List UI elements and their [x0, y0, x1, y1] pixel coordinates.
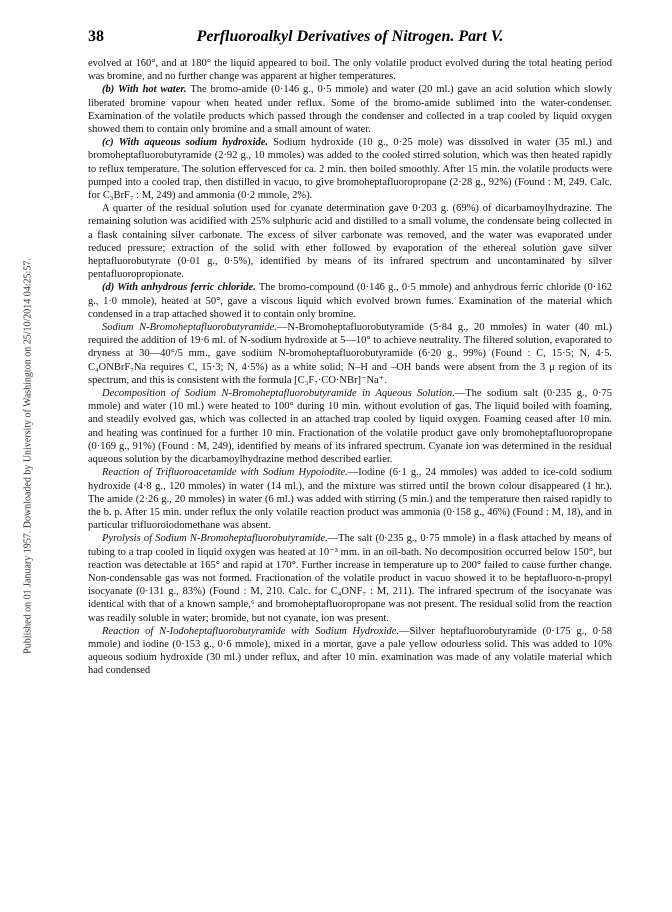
paragraph-sodium-salt: [88, 321, 612, 387]
paragraph-heading: (c) With aqueous sodium hydroxide.: [102, 137, 269, 149]
paragraph-heading: Reaction of Trifluoroacetamide with Sodium Hypoiodite.: [102, 467, 348, 479]
paragraph-text: The bromo-compound (0·146 g., 0·5 mmole) and anhydrous ferric chloride (0·162 g., 1·0 mmole), heated at 50°, gave a viscous liquid which evolved brown fumes. Examination of the material which condensed in a trap attached showed it to contain only bromine.: [88, 282, 612, 320]
page-number: 38: [88, 28, 104, 45]
paragraph-iodo-reaction: [88, 625, 612, 678]
paragraph-text: Sodium hydroxide (10 g., 0·25 mole) was dissolved in water (35 ml.) and bromoheptafluorobutyramide (2·92 g., 10 mmoles) was added to the cooled stirred solution, which was then heated rapidly to reflux temperature. The solution effervesced for ca. 2 min. then boiled smoothly. After 15 min. the volatile products were pumped into a cooled trap, then distilled in vacuo, to give bromoheptafluoropropane (2·28 g., 92%) (Found : M, 249. Calc. for C₃BrF₇ : M, 249) and ammonia (0·2 mmole, 2%).: [88, 137, 613, 202]
download-notice: Published on 01 January 1957. Downloaded by University of Washington on 25/10/2014 04:25:57.: [22, 258, 34, 654]
paragraph-text: —The sodium salt (0·235 g., 0·75 mmole) and water (10 ml.) were heated to 100° during 10 min. without evolution of gas. The liquid boiled with foaming, and steadily evolved gas, which was collected in an attached trap cooled by liquid oxygen. Foaming ceased after 10 min. and heating was continued for a further 10 min. Fractionation of the volatile product gave only bromoheptafluoropropane (0·169 g., 91%) (Found : M, 249), identified by means of its infrared spectrum. Cyanate ion was determined in the residual aqueous solution by the dicarbamoylhydrazine method described earlier.: [88, 388, 612, 466]
running-title: Perfluoroalkyl Derivatives of Nitrogen. Part V.: [196, 28, 504, 45]
paragraph-text: —N-Bromoheptafluorobutyramide (5·84 g., 20 mmoles) in water (40 ml.) required the addition of 19·6 ml. of N-sodium hydroxide at 5—10° to achieve neutrality. The filtered solution, evaporated to dryness at 30—40°/5 mm., gave sodium N-bromoheptafluorobutyramide (6·20 g., 99%) (Found : C, 15·5; N, 4·5. C₄ONBrF₇Na requires C, 15·3; N, 4·5%) as a white solid; N–H and –OH bands were absent from the 3 μ region of its spectrum, and this is consistent with the formula [C₃F₇·CO·NBr]⁻Na⁺.: [88, 322, 612, 386]
paragraph-heading: Decomposition of Sodium N-Bromoheptafluorobutyramide in Aqueous Solution.: [102, 388, 455, 400]
paragraph-heading: Sodium N-Bromoheptafluorobutyramide.: [102, 322, 277, 334]
paragraph-ferric-chloride: [88, 281, 612, 321]
paragraph-aqueous-naoh: [88, 136, 612, 202]
paragraph-pyrolysis: [88, 532, 612, 624]
paragraph-heading: (d) With anhydrous ferric chloride.: [102, 282, 256, 294]
paragraph-cyanate-determination: [88, 202, 612, 281]
paragraph-hypoiodite: [88, 466, 612, 532]
article-body: [88, 57, 612, 678]
page-header: [88, 28, 612, 50]
paragraph-text: The bromo-amide (0·146 g., 0·5 mmole) and water (20 ml.) gave an acid solution which slowly liberated bromine vapour when heated under reflux. Some of the bromo-amide sublimed into the water-condenser. Examination of the volatile products which passed through the condenser and collected in a trap cooled by liquid oxygen showed them to contain only bromine and a small amount of water.: [88, 84, 613, 136]
paragraph-decomposition: [88, 387, 612, 466]
paragraph-text: —Iodine (6·1 g., 24 mmoles) was added to ice-cold sodium hydroxide (4·8 g., 120 mmoles) in water (14 ml.), and the mixture was stirred until the brown colour disappeared (1 hr.). The amide (2·26 g., 20 mmoles) in water (6 ml.) was added with stirring (5 min.) and the temperature then raised rapidly to the b. p. After 15 min. under reflux the only volatile reaction product was ammonia (0·158 g., 46%) (Found : M, 18), and in particular trifluoroiodomethane was absent.: [88, 467, 612, 532]
paragraph-hot-water: [88, 83, 612, 136]
paragraph-text: —The salt (0·235 g., 0·75 mmole) in a flask attached by means of tubing to a trap cooled in liquid oxygen was heated at 10⁻³ mm. in an oil-bath. No decomposition occurred below 150°, but reaction was detectable at 165° and rapid at 170°. Further increase in temperature up to 200° failed to cause further change. Non-condensable gas was not formed. Fractionation of the volatile product in vacuo showed it to be heptafluoro-n-propyl isocyanate (0·131 g., 83%) (Found : M, 210. Calc. for C₄ONF₇ : M, 211). The infrared spectrum of the isocyanate was identical with that of a known sample,⁶ and bromoheptafluoropropane was not present. The residual solid from the reaction was readily soluble in water; bromide, but not cyanate, ion was present.: [88, 533, 612, 624]
paragraph-heading: Reaction of N-Iodoheptafluorobutyramide with Sodium Hydroxide.: [102, 625, 400, 637]
paragraph-text: A quarter of the residual solution used for cyanate determination gave 0·203 g. (69%) of dicarbamoylhydrazine. The remaining solution was acidified with 25% sulphuric acid and distilled to a small volume, the condensate being collected in a flask containing silver carbonate. The excess of silver carbonate was removed, and the water was evaporated under reduced pressure; extraction of the solid with ether followed by evaporation of the ethereal solution gave silver heptafluorobutyrate (0·01 g., 0·5%), identified by means of its infrared spectrum and uncontaminated by silver pentafluoropropionate.: [88, 203, 612, 281]
paragraph-heading: (b) With hot water.: [102, 84, 187, 96]
paragraph-text: —Silver heptafluorobutyramide (0·175 g., 0·58 mmole) and iodine (0·153 g., 0·6 mmole), mixed in a mortar, gave a pale yellow odourless solid. This was added to 10% aqueous sodium hydroxide (30 ml.) under reflux, and after 10 min. examination was made of any volatile material which had condensed: [88, 625, 612, 677]
paragraph-heading: Pyrolysis of Sodium N-Bromoheptafluorobutyramide.: [102, 533, 328, 545]
paragraph-continuation: evolved at 160°, and at 180° the liquid appeared to boil. The only volatile product evolved during the total heating period was bromine, and no further change was apparent at higher temperatures.: [88, 58, 612, 83]
